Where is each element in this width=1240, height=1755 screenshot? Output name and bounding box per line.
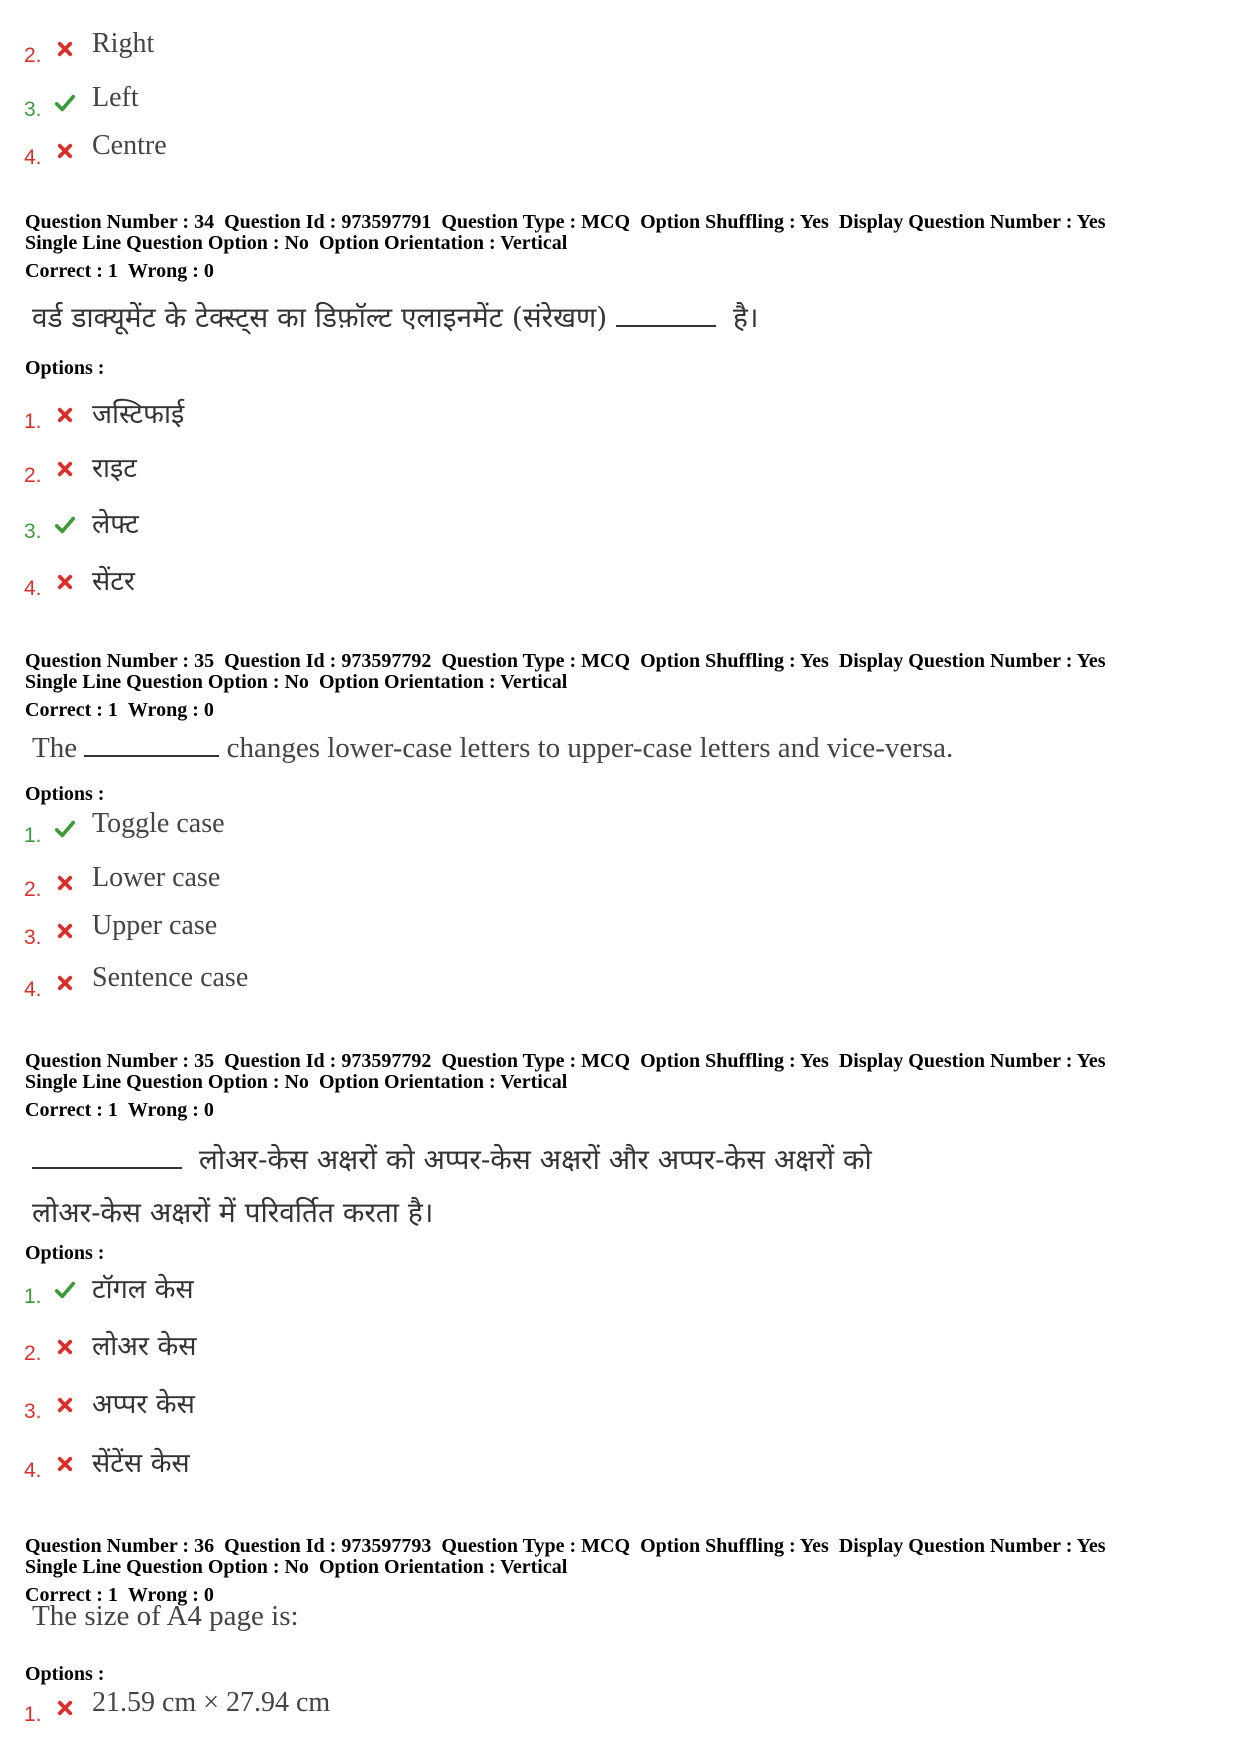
option-number: 4. [24,577,42,600]
option-row [24,452,724,492]
check-icon [54,514,76,536]
option-row [24,1687,724,1731]
option-row [24,1330,724,1370]
correct-marks: Correct : 1 [25,1584,118,1606]
option-row [24,862,724,906]
option-orientation: Option Orientation : Vertical [318,1071,568,1093]
option-number: 4. [24,146,42,169]
option-text: Right [92,28,155,59]
options-label: Options : [25,1663,105,1685]
option-number: 3. [24,98,42,121]
wrong-marks: Wrong : 0 [127,699,214,721]
wrong-marks: Wrong : 0 [127,260,214,282]
cross-icon [54,872,76,894]
question-id: Question Id : 973597792 [224,650,432,672]
option-number: 1. [24,824,42,847]
option-number: 1. [24,1285,42,1308]
option-row [24,808,724,852]
question-text-part: The [32,732,78,764]
option-text: Lower case [92,862,221,893]
options-label: Options : [25,357,105,379]
question-meta [25,651,1116,721]
question-text-part: वर्ड डाक्यूमेंट के टेक्स्ट्स का डिफ़ॉल्ट एलाइनमेंट (संरेखण) [32,301,608,334]
cross-icon [54,404,76,426]
check-icon [54,92,76,114]
check-icon [54,818,76,840]
option-text: Toggle case [92,808,225,839]
question-meta [25,1536,1116,1606]
question-number: Question Number : 36 [25,1535,215,1557]
question-text-part: लोअर-केस अक्षरों को अप्पर-केस अक्षरों और अप्पर-केस अक्षरों को [198,1143,872,1176]
cross-icon [54,458,76,480]
correct-marks: Correct : 1 [25,260,118,282]
question-id: Question Id : 973597793 [224,1535,432,1557]
option-text: जस्टिफाई [92,399,185,430]
question-text-part: The size of A4 page is: [32,1600,299,1632]
single-line-option: Single Line Question Option : No [25,671,309,693]
correct-marks: Correct : 1 [25,1099,118,1121]
question-text-part: लोअर-केस अक्षरों में परिवर्तित करता है। [32,1196,434,1229]
option-row [24,130,724,174]
display-question-number: Display Question Number : Yes [838,211,1106,233]
display-question-number: Display Question Number : Yes [838,650,1106,672]
single-line-option: Single Line Question Option : No [25,232,309,254]
option-orientation: Option Orientation : Vertical [318,232,568,254]
option-text: राइट [92,453,137,484]
option-text: अप्पर केस [92,1389,195,1420]
option-row [24,962,724,1006]
option-text: Upper case [92,910,218,941]
cross-icon [54,140,76,162]
cross-icon [54,1697,76,1719]
question-number: Question Number : 35 [25,1050,215,1072]
correct-marks: Correct : 1 [25,699,118,721]
option-row [24,1388,724,1428]
option-number: 3. [24,926,42,949]
question-type: Question Type : MCQ [441,1050,631,1072]
option-text: सेंटर [92,566,135,597]
answer-blank [84,751,219,757]
option-shuffling: Option Shuffling : Yes [640,1050,829,1072]
question-text [32,1140,872,1178]
question-text [32,1600,299,1633]
option-text: Centre [92,130,167,161]
question-text [32,1193,433,1231]
question-meta [25,1051,1116,1121]
option-text: लेफ्ट [92,509,139,540]
option-row [24,508,724,548]
cross-icon [54,38,76,60]
option-number: 2. [24,464,42,487]
option-text: टॉगल केस [92,1274,194,1305]
answer-blank [616,321,716,327]
option-row [24,82,724,126]
display-question-number: Display Question Number : Yes [838,1050,1106,1072]
question-id: Question Id : 973597791 [224,211,432,233]
cross-icon [54,1394,76,1416]
option-row [24,398,724,438]
option-orientation: Option Orientation : Vertical [318,1556,568,1578]
single-line-option: Single Line Question Option : No [25,1556,309,1578]
answer-blank [32,1163,182,1169]
display-question-number: Display Question Number : Yes [838,1535,1106,1557]
option-number: 1. [24,1703,42,1726]
option-orientation: Option Orientation : Vertical [318,671,568,693]
question-type: Question Type : MCQ [441,211,631,233]
single-line-option: Single Line Question Option : No [25,1071,309,1093]
cross-icon [54,1453,76,1475]
question-text [32,298,759,336]
option-text: लोअर केस [92,1331,197,1362]
question-text-part: changes lower-case letters to upper-case letters and vice-versa. [226,732,954,764]
option-shuffling: Option Shuffling : Yes [640,1535,829,1557]
check-icon [54,1279,76,1301]
question-text [32,732,953,765]
wrong-marks: Wrong : 0 [127,1584,214,1606]
question-text-part: है। [733,301,759,334]
question-id: Question Id : 973597792 [224,1050,432,1072]
options-label: Options : [25,783,105,805]
option-number: 2. [24,44,42,67]
option-number: 3. [24,520,42,543]
cross-icon [54,1336,76,1358]
question-number: Question Number : 35 [25,650,215,672]
question-meta [25,212,1116,282]
option-number: 3. [24,1400,42,1423]
option-text: Sentence case [92,962,249,993]
option-number: 1. [24,410,42,433]
option-row [24,28,724,72]
option-text: 21.59 cm × 27.94 cm [92,1687,331,1718]
wrong-marks: Wrong : 0 [127,1099,214,1121]
option-number: 2. [24,1342,42,1365]
option-text: सेंटेंस केस [92,1448,190,1479]
option-row [24,565,724,605]
option-text: Left [92,82,139,113]
question-type: Question Type : MCQ [441,1535,631,1557]
question-type: Question Type : MCQ [441,650,631,672]
cross-icon [54,972,76,994]
cross-icon [54,920,76,942]
option-row [24,1273,724,1313]
option-number: 4. [24,1459,42,1482]
option-number: 4. [24,978,42,1001]
options-label: Options : [25,1242,105,1264]
option-row [24,910,724,954]
option-row [24,1447,724,1487]
option-shuffling: Option Shuffling : Yes [640,211,829,233]
cross-icon [54,571,76,593]
option-shuffling: Option Shuffling : Yes [640,650,829,672]
question-number: Question Number : 34 [25,211,215,233]
option-number: 2. [24,878,42,901]
